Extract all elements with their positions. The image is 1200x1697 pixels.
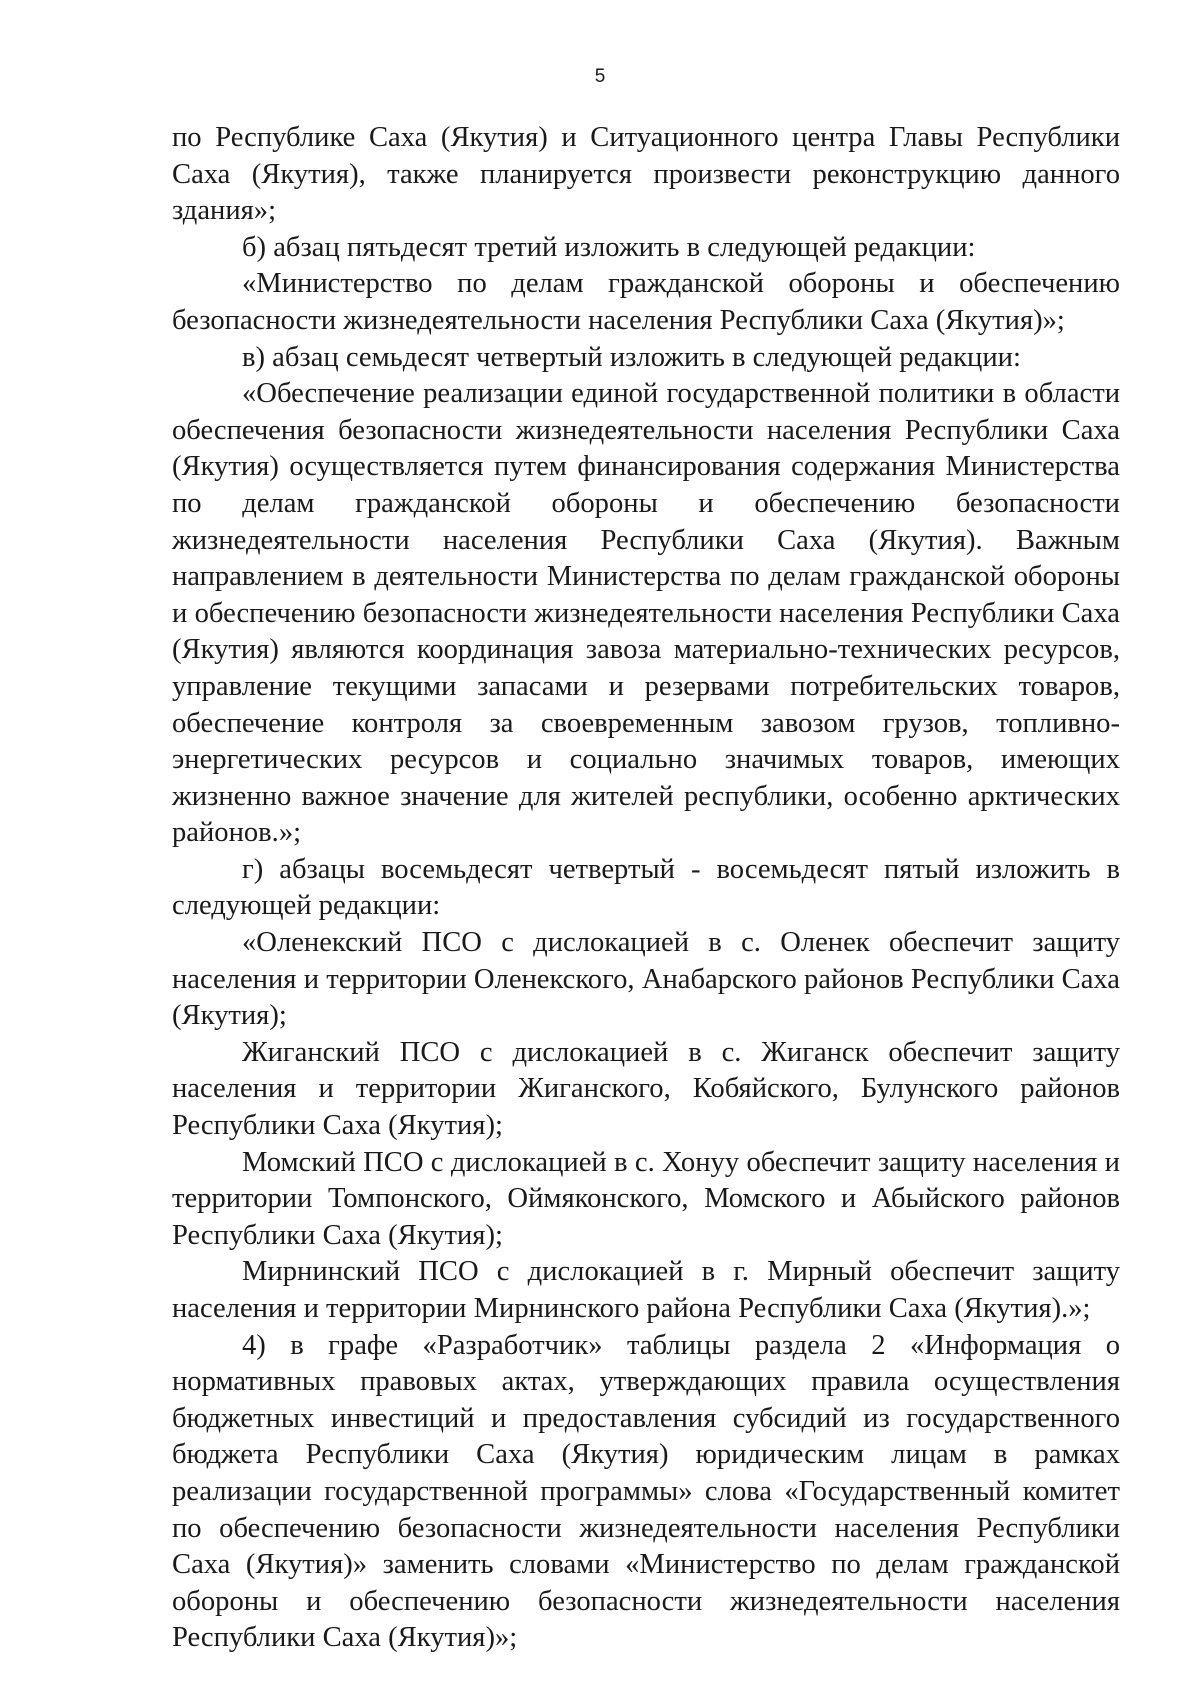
paragraph-amendment-4: 4) в графе «Разработчик» таблицы раздела 2 «Информация о нормативных правовых актах, утверждающих правила осуществления бюджетных инвестиций и предоставления субсидий из государственного бюджета Республики Саха (Якутия) юридическим лицам в рамках реализации государственной программы» слова «Государственный комитет по обеспечению безопасности жизнедеятельности населения Республики Саха (Якутия)» заменить словами «Министерство по делам гражданской обороны и обеспечению безопасности жизнедеятельности населения Республики Саха (Якутия)»; xyxy=(172,1329,1120,1654)
page-number: 5 xyxy=(594,66,606,87)
paragraph-amendment-b: б) абзац пятьдесят третий изложить в следующей редакции: xyxy=(242,231,976,263)
paragraph-ministry-name: «Министерство по делам гражданской обороны и обеспечению безопасности жизнедеятельности населения Республики Саха (Якутия)»; xyxy=(172,268,1120,336)
paragraph-amendment-g: г) абзацы восемьдесят четвертый - восемьдесят пятый изложить в следующей редакции: xyxy=(172,853,1120,922)
paragraph-continuation: по Республике Саха (Якутия) и Ситуационного центра Главы Республики Саха (Якутия), также планируется произвести реконструкцию данного здания»; xyxy=(172,122,1120,227)
paragraph-olenek-pso: «Оленекский ПСО с дислокацией в с. Оленек обеспечит защиту населения и территории Оленекского, Анабарского районов Республики Саха (Якутия); xyxy=(172,927,1120,1032)
paragraph-policy-text: «Обеспечение реализации единой государственной политики в области обеспечения безопасности жизнедеятельности населения Республики Саха (Якутия) осуществляется путем финансирования содержания Министерства по делам гражданской обороны и обеспечению безопасности жизнедеятельности населения Республики Саха (Якутия). Важным направлением в деятельности Министерства по делам гражданской обороны и обеспечению безопасности жизнедеятельности населения Республики Саха (Якутия) являются координация завоза материально-технических ресурсов, управление текущими запасами и резервами потребительских товаров, обеспечение контроля за своевременным завозом грузов, топливно-энергетических ресурсов и социально значимых товаров, имеющих жизненно важное значение для жителей республики, особенно арктических районов.»; xyxy=(172,378,1120,849)
document-body xyxy=(172,120,1120,1657)
paragraph-amendment-v: в) абзац семьдесят четвертый изложить в следующей редакции: xyxy=(242,341,1021,373)
paragraph-zhigansk-pso: Жиганский ПСО с дислокацией в с. Жиганск обеспечит защиту населения и территории Жиганского, Кобяйского, Булунского районов Республики Саха (Якутия); xyxy=(172,1036,1120,1142)
paragraph-mirny-pso: Мирнинский ПСО с дислокацией в г. Мирный обеспечит защиту населения и территории Мирнинского района Республики Саха (Якутия).»; xyxy=(172,1256,1120,1324)
paragraph-momsky-pso: Момский ПСО с дислокацией в с. Хонуу обеспечит защиту населения и территории Томпонского, Оймяконского, Момского и Абыйского районов Республики Саха (Якутия); xyxy=(172,1146,1120,1251)
